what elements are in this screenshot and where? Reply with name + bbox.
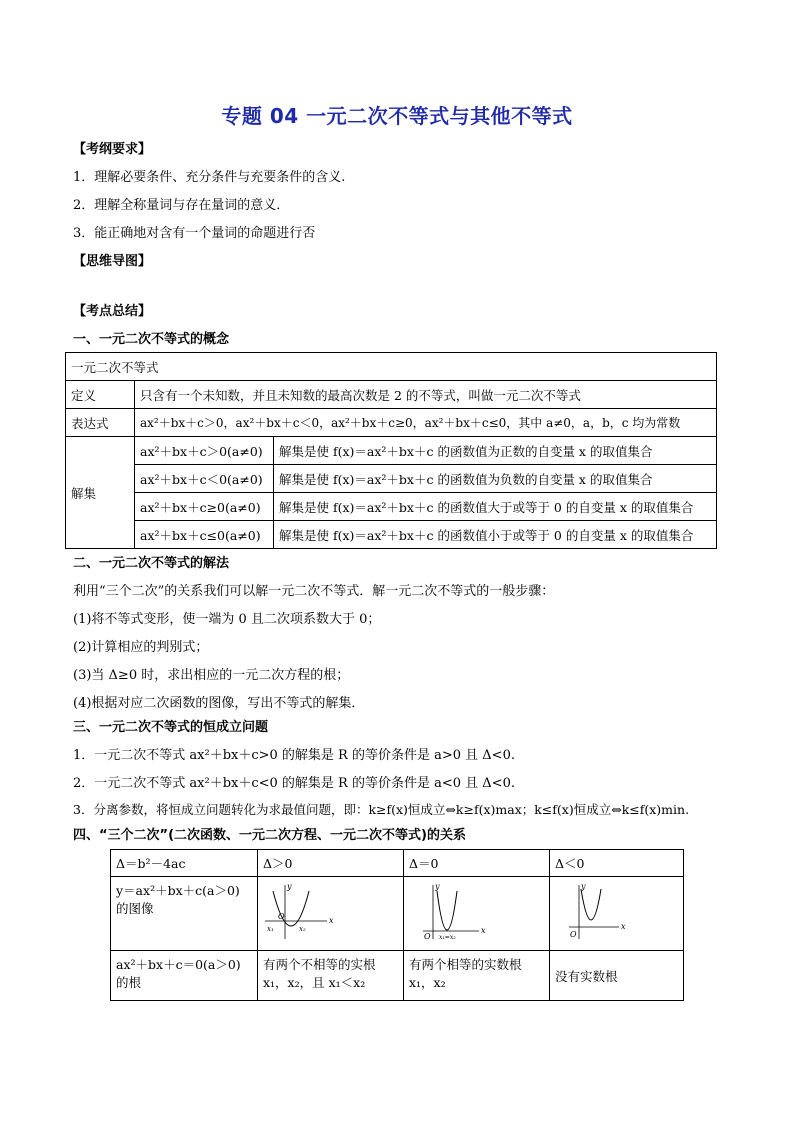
axis-y-label: y bbox=[435, 882, 440, 891]
inequality-cell: ax²＋bx＋c＞0(a≠0) bbox=[135, 437, 274, 465]
axis-x-label: x bbox=[621, 922, 626, 931]
page-title: 专题 04 一元二次不等式与其他不等式 bbox=[221, 104, 573, 128]
delta-positive-header: Δ＞0 bbox=[258, 850, 404, 877]
axis-y-label: y bbox=[581, 882, 586, 891]
roots-double: 有两个相等的实数根 x₁，x₂ bbox=[404, 951, 550, 1001]
section3-heading: 三、一元二次不等式的恒成立问题 bbox=[73, 720, 269, 735]
condition-item: 3．分离参数，将恒成立问题转化为求最值问题，即：k≥f(x)恒成立⇔k≥f(x)max；k≤f(x)恒成立⇔k≤f(x)min. bbox=[73, 802, 690, 817]
expression-text: ax²＋bx＋c＞0，ax²＋bx＋c＜0，ax²＋bx＋c≥0，ax²＋bx＋c≤0，其中 a≠0，a，b，c 均为常数 bbox=[135, 409, 717, 437]
parabola-one-root-icon bbox=[409, 881, 489, 943]
three-quadratics-table bbox=[110, 849, 684, 1001]
definition-label: 定义 bbox=[66, 381, 135, 409]
parabola-two-roots-icon bbox=[263, 881, 343, 943]
axis-y-label: y bbox=[287, 882, 292, 891]
axis-x-label: x bbox=[481, 926, 486, 935]
section1-heading: 一、一元二次不等式的概念 bbox=[73, 332, 230, 347]
step-item: (3)当 Δ≥0 时，求出相应的一元二次方程的根； bbox=[73, 668, 350, 683]
solution-desc-cell: 解集是使 f(x)＝ax²＋bx＋c 的函数值小于或等于 0 的自变量 x 的取值集合 bbox=[274, 521, 717, 549]
table-header: 一元二次不等式 bbox=[66, 353, 717, 381]
section2-intro: 利用“三个二次”的关系我们可以解一元二次不等式．解一元二次不等式的一般步骤： bbox=[73, 584, 555, 599]
delta-negative-header: Δ＜0 bbox=[550, 850, 684, 877]
requirement-item: 3．能正确地对含有一个量词的命题进行否 bbox=[73, 226, 316, 241]
origin-label: O bbox=[278, 912, 285, 921]
root2-label: x₂ bbox=[299, 925, 306, 933]
step-item: (4)根据对应二次函数的图像，写出不等式的解集． bbox=[73, 696, 365, 711]
double-root-label: x₁=x₂ bbox=[439, 934, 456, 941]
graph-row-label: y＝ax²＋bx＋c(a＞0)的图像 bbox=[111, 877, 258, 951]
inequality-cell: ax²＋bx＋c≥0(a≠0) bbox=[135, 493, 274, 521]
section2-heading: 二、一元二次不等式的解法 bbox=[73, 556, 230, 571]
expression-label: 表达式 bbox=[66, 409, 135, 437]
parabola-no-root-icon bbox=[555, 881, 635, 943]
solution-set-label: 解集 bbox=[66, 437, 135, 549]
definition-text: 只含有一个未知数，并且未知数的最高次数是 2 的不等式，叫做一元二次不等式 bbox=[135, 381, 717, 409]
mindmap-heading: 【思维导图】 bbox=[73, 254, 152, 269]
origin-label: O bbox=[570, 930, 577, 939]
condition-item: 2．一元二次不等式 ax²＋bx＋c<0 的解集是 R 的等价条件是 a<0 且 Δ<0. bbox=[73, 776, 515, 791]
requirement-item: 1．理解必要条件、充分条件与充要条件的含义. bbox=[73, 170, 346, 185]
section4-heading: 四、“三个二次”(二次函数、一元二次方程、一元二次不等式)的关系 bbox=[73, 828, 466, 843]
solution-desc-cell: 解集是使 f(x)＝ax²＋bx＋c 的函数值大于或等于 0 的自变量 x 的取值集合 bbox=[274, 493, 717, 521]
requirement-item: 2．理解全称量词与存在量词的意义． bbox=[73, 198, 290, 213]
solution-desc-cell: 解集是使 f(x)＝ax²＋bx＋c 的函数值为负数的自变量 x 的取值集合 bbox=[274, 465, 717, 493]
root1-label: x₁ bbox=[267, 925, 274, 933]
delta-header: Δ＝b²－4ac bbox=[111, 850, 258, 877]
roots-two: 有两个不相等的实根 x₁，x₂，且 x₁＜x₂ bbox=[258, 951, 404, 1001]
graph-two-roots bbox=[258, 877, 404, 951]
summary-heading: 【考点总结】 bbox=[73, 304, 152, 319]
inequality-cell: ax²＋bx＋c≤0(a≠0) bbox=[135, 521, 274, 549]
requirements-heading: 【考纲要求】 bbox=[73, 142, 152, 157]
inequality-cell: ax²＋bx＋c＜0(a≠0) bbox=[135, 465, 274, 493]
delta-zero-header: Δ＝0 bbox=[404, 850, 550, 877]
step-item: (1)将不等式变形，使一端为 0 且二次项系数大于 0； bbox=[73, 612, 381, 627]
roots-row-label: ax²＋bx＋c＝0(a＞0)的根 bbox=[111, 951, 258, 1001]
graph-one-root bbox=[404, 877, 550, 951]
concept-table bbox=[65, 352, 717, 549]
axis-x-label: x bbox=[329, 916, 334, 925]
solution-desc-cell: 解集是使 f(x)＝ax²＋bx＋c 的函数值为正数的自变量 x 的取值集合 bbox=[274, 437, 717, 465]
condition-item: 1．一元二次不等式 ax²＋bx＋c>0 的解集是 R 的等价条件是 a>0 且 Δ<0. bbox=[73, 748, 515, 763]
roots-none: 没有实数根 bbox=[550, 951, 684, 1001]
origin-label: O bbox=[424, 932, 431, 941]
step-item: (2)计算相应的判别式； bbox=[73, 640, 209, 655]
graph-no-root bbox=[550, 877, 684, 951]
